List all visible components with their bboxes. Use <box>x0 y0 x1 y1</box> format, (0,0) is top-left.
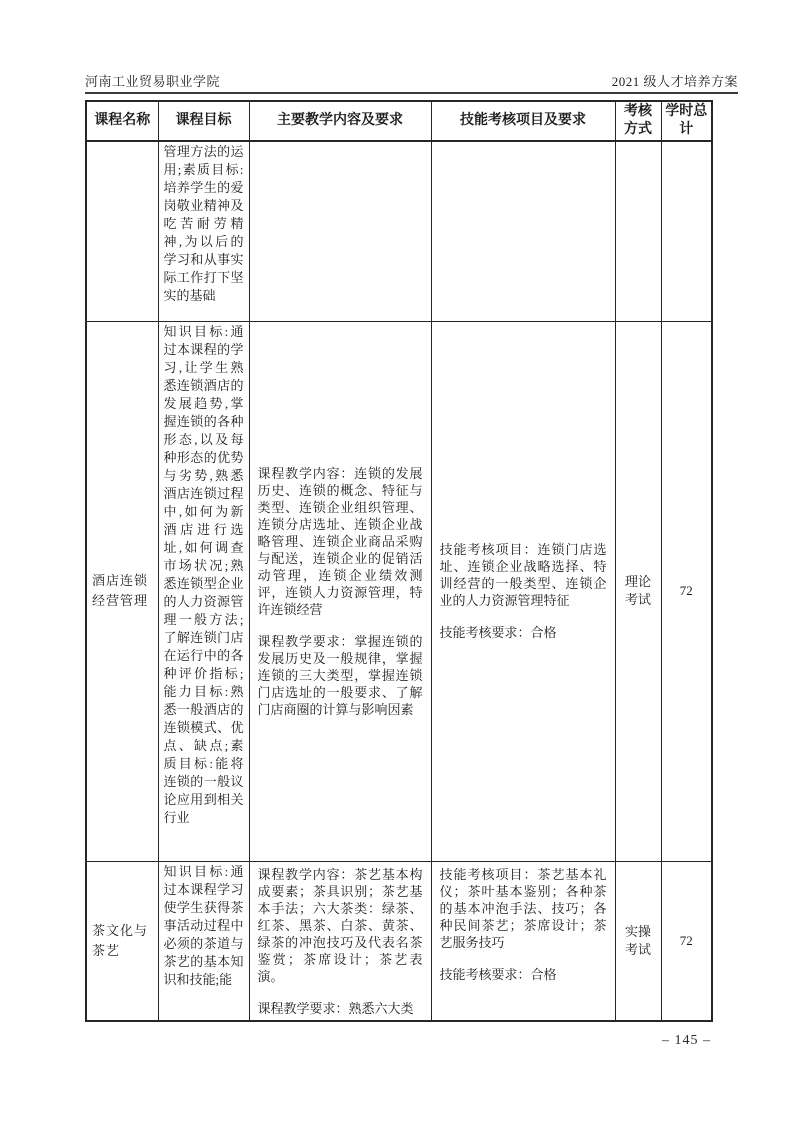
col-header-course-objectives: 课程目标 <box>158 101 249 141</box>
cell-total-hours: 72 <box>661 861 712 1021</box>
cell-course-objectives: 管理方法的运用;素质目标:培养学生的爱岗敬业精神及吃苦耐劳精神,为以后的学习和从事实际工作打下坚实的基础 <box>158 141 249 321</box>
col-header-total-hours: 学时总计 <box>661 101 712 141</box>
cell-total-hours <box>661 141 712 321</box>
cell-course-objectives: 知识目标:通过本课程的学习,让学生熟悉连锁酒店的发展趋势,掌握连锁的各种形态,以及每种形态的优势与劣势,熟悉酒店连锁过程中,如何为新酒店进行选址,如何调查市场状况;熟悉连锁型企业的人力资源管理一般方法;了解连锁门店在运行中的各种评价指标;能力目标:熟悉一般酒店的连锁模式、优点、缺点;素质目标:能将连锁的一般议论应用到相关行业 <box>158 321 249 861</box>
cell-teaching-content <box>249 141 431 321</box>
cell-total-hours: 72 <box>661 321 712 861</box>
teaching-content-paragraph: 课程教学内容：连锁的发展历史、连锁的概念、特征与类型、连锁企业组织管理、连锁分店选址、连锁企业战略管理、连锁企业商品采购与配送，连锁企业的促销活动管理，连锁企业绩效测评，连锁人力资源管理，特许连锁经营 <box>257 465 423 617</box>
skill-requirement-paragraph: 技能考核要求：合格 <box>439 966 557 982</box>
header-school-name: 河南工业贸易职业学院 <box>85 74 221 89</box>
cell-skill-assessment <box>431 321 615 861</box>
teaching-content-paragraph: 课程教学内容：茶艺基本构成要素；茶具识别；茶艺基本手法；六大茶类：绿茶、红茶、黑茶、白茶、黄茶、绿茶的冲泡技巧及代表名茶鉴赏；茶席设计；茶艺表演。 <box>257 866 423 984</box>
skill-item-paragraph: 技能考核项目：连锁门店选址、连锁企业战略选择、特训经营的一般类型、连锁企业的人力资源管理特征 <box>439 542 607 608</box>
col-header-skill-assessment: 技能考核项目及要求 <box>431 101 615 141</box>
table-row-continuation <box>86 141 712 321</box>
skill-requirement-paragraph: 技能考核要求：合格 <box>439 625 557 640</box>
cell-skill-assessment <box>431 861 615 1021</box>
col-header-exam-method: 考核方式 <box>615 101 661 141</box>
table-row-hotel-chain-management <box>86 321 712 861</box>
teaching-requirement-paragraph: 课程教学要求：熟悉六大类 <box>257 1000 414 1016</box>
cell-exam-method <box>615 141 661 321</box>
table-row-tea-culture <box>86 861 712 1021</box>
header-rule <box>85 92 738 94</box>
cell-course-name <box>86 141 158 321</box>
col-header-course-name: 课程名称 <box>86 101 158 141</box>
cell-course-objectives: 知识目标:通过本课程学习使学生获得茶事活动过程中必须的茶道与茶艺的基本知识和技能;能 <box>158 861 249 1021</box>
cell-course-name: 茶文化与茶艺 <box>86 861 158 1021</box>
header-plan-title: 2021 级人才培养方案 <box>611 74 738 89</box>
skill-item-paragraph: 技能考核项目：茶艺基本礼仪；茶叶基本鉴别；各种茶的基本冲泡手法、技巧；各种民间茶艺；茶席设计；茶艺服务技巧 <box>439 866 607 950</box>
cell-skill-assessment <box>431 141 615 321</box>
page-header <box>85 71 738 90</box>
cell-teaching-content <box>249 321 431 861</box>
cell-course-name: 酒店连锁经营管理 <box>86 321 158 861</box>
cell-exam-method: 理论考试 <box>615 321 661 861</box>
cell-exam-method: 实操考试 <box>615 861 661 1021</box>
cell-teaching-content <box>249 861 431 1021</box>
page-number: – 145 – <box>662 1033 711 1048</box>
teaching-requirement-paragraph: 课程教学要求：掌握连锁的发展历史及一般规律，掌握连锁的三大类型，掌握连锁门店选址的一般要求、了解门店商圈的计算与影响因素 <box>257 633 423 717</box>
course-table <box>85 100 713 1022</box>
col-header-teaching-content: 主要教学内容及要求 <box>249 101 431 141</box>
table-header-row <box>86 101 712 141</box>
